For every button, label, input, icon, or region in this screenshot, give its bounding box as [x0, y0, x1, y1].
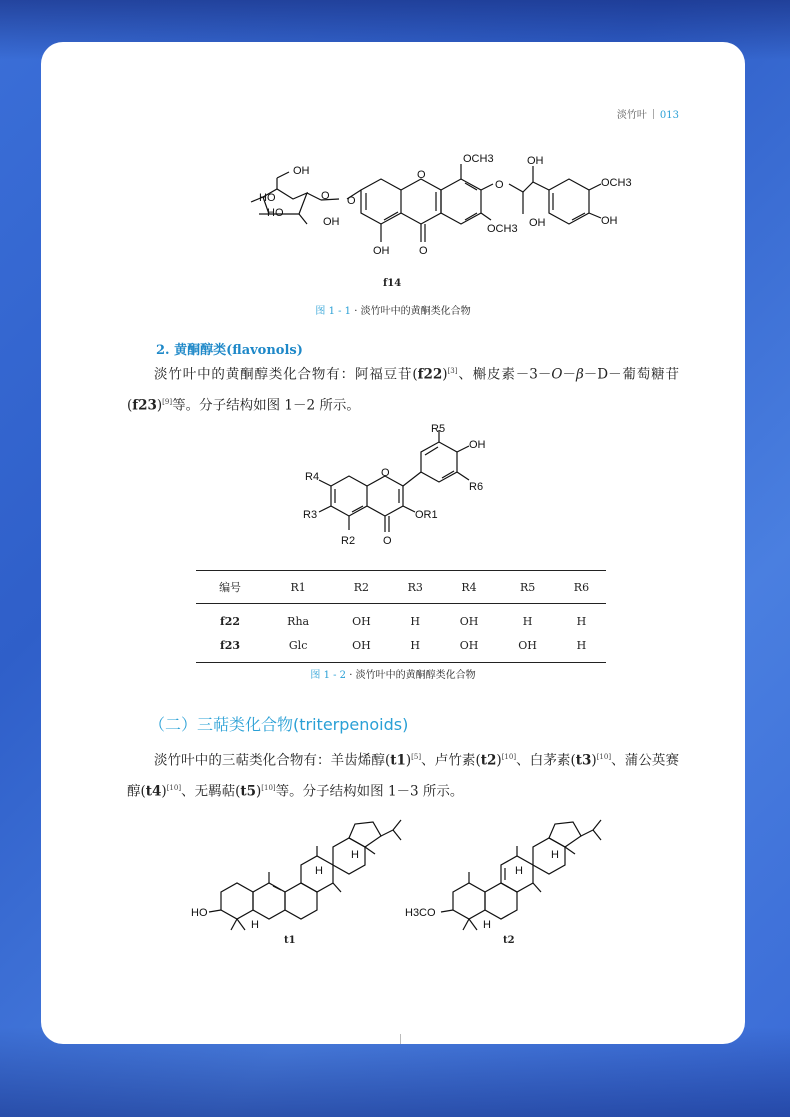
text: ): [405, 752, 412, 769]
caption-text: 淡竹叶中的黄酮类化合物: [360, 306, 471, 317]
figure-caption-1: 图 1 - 1 · 淡竹叶中的黄酮类化合物: [315, 306, 471, 317]
compound-label-t1: t1: [284, 935, 296, 946]
page-number: 013: [659, 110, 679, 121]
citation: [10]: [261, 783, 276, 792]
caption-label: 图 1 - 1: [315, 306, 352, 317]
atom-label: H: [315, 865, 323, 877]
substituent-label: R5: [431, 423, 446, 435]
citation: [10]: [596, 753, 612, 761]
text: 淡竹叶中的三萜类化合物有：羊齿烯醇(: [154, 752, 391, 769]
table-cell: [196, 633, 264, 663]
text: 、白茅素(: [516, 752, 576, 769]
substituent-label: R6: [469, 481, 484, 493]
compound-ref: t4: [145, 783, 162, 799]
table-header: R3: [391, 571, 440, 604]
atom-label: H: [551, 849, 559, 861]
atom-label: H: [483, 919, 491, 931]
structure-flavonol-core: [303, 422, 521, 552]
compound-id: f22: [220, 614, 241, 628]
table-cell: H: [391, 633, 440, 663]
text: 、蒲公英赛醇(: [127, 752, 679, 799]
table-header: R1: [264, 571, 332, 604]
table-row: [196, 633, 606, 663]
substituent-label: R3: [303, 509, 318, 521]
text: O: [551, 366, 563, 383]
atom-label: O: [321, 190, 330, 202]
citation: [9]: [162, 397, 173, 406]
table-cell: H: [522, 614, 533, 628]
citation: [10]: [166, 783, 182, 792]
table-cell: H: [576, 614, 587, 628]
structure-f14: [211, 142, 631, 272]
paragraph-flavonols: [127, 358, 679, 419]
citation: [10]: [501, 753, 517, 761]
atom-label: O: [417, 169, 426, 181]
atom-label: O: [419, 245, 428, 257]
table-row: [196, 604, 606, 634]
text: ): [161, 783, 167, 799]
atom-label: OH: [527, 155, 544, 167]
structure-t2: [403, 818, 618, 948]
table-header: R2: [332, 571, 391, 604]
text: 、槲皮素－3－: [457, 366, 552, 383]
text: 等。分子结构如图 1－2 所示。: [172, 397, 360, 413]
substituent-label: O: [381, 467, 390, 479]
table-cell: OH: [352, 614, 371, 628]
book-page: [41, 42, 745, 1044]
substituent-label: OR1: [415, 509, 438, 521]
table-header: R6: [557, 571, 606, 604]
substituent-label: O: [383, 535, 392, 547]
compound-ref: t3: [575, 752, 592, 769]
atom-label: OCH3: [601, 177, 632, 189]
text: 淡竹叶中的黄酮醇类化合物有：阿福豆苷(: [154, 366, 418, 383]
compound-id: f23: [220, 638, 241, 652]
citation: [3]: [447, 367, 458, 375]
atom-label: HO: [267, 207, 284, 219]
atom-label: H3CO: [405, 907, 436, 919]
atom-label: OH: [293, 165, 310, 177]
table-header: 编号: [196, 571, 264, 604]
compound-ref: t2: [480, 752, 497, 769]
text: 、卢竹素(: [421, 752, 481, 769]
text: 等。分子结构如图 1－3 所示。: [275, 783, 464, 799]
page-gutter-mark: [400, 1034, 401, 1044]
compound-label-t2: t2: [503, 935, 515, 946]
atom-label: HO: [259, 192, 276, 204]
atom-label: OH: [601, 215, 618, 227]
table-cell: [196, 604, 264, 634]
atom-label: OH: [373, 245, 390, 257]
table-cell: OH: [459, 614, 479, 628]
atom-label: O: [495, 179, 504, 191]
table-cell: OH: [440, 633, 499, 663]
table-header-row: [196, 571, 606, 604]
substituent-label: R4: [305, 471, 320, 483]
substituent-table: [196, 570, 606, 663]
text: －D－葡萄糖苷(: [127, 366, 679, 413]
table-header: R5: [498, 571, 557, 604]
text: 、无羁萜(: [181, 783, 241, 799]
table-cell: Rha: [287, 614, 310, 628]
paragraph-triterpenoids: [127, 744, 679, 805]
atom-label: OCH3: [463, 153, 494, 165]
running-head-title: 淡竹叶: [616, 110, 647, 121]
table-cell: H: [410, 614, 420, 628]
atom-label: OH: [323, 216, 340, 228]
citation: [5]: [411, 753, 422, 761]
table-cell: Glc: [264, 633, 332, 663]
atom-label: H: [251, 919, 259, 931]
text: ): [256, 783, 262, 799]
compound-ref: f22: [417, 366, 443, 383]
table-cell: OH: [498, 633, 557, 663]
atom-label: H: [515, 865, 523, 877]
text: ): [591, 752, 597, 769]
compound-ref: t5: [240, 783, 256, 799]
atom-label: HO: [191, 907, 208, 919]
atom-label: OH: [529, 217, 546, 229]
figure-caption-2: 图 1 - 2 · 淡竹叶中的黄酮醇类化合物: [310, 670, 476, 681]
atom-label: O: [347, 195, 356, 207]
text: ): [496, 752, 502, 769]
atom-label: OCH3: [487, 223, 518, 235]
text: ): [442, 366, 448, 383]
caption-text: 淡竹叶中的黄酮醇类化合物: [355, 670, 476, 681]
table-cell: H: [557, 633, 606, 663]
text: －: [562, 366, 576, 383]
text: β: [575, 366, 584, 383]
table-cell: OH: [332, 633, 391, 663]
table-header: R4: [440, 571, 499, 604]
section-heading-triterpenoids: （二）三萜类化合物(triterpenoids): [149, 715, 409, 734]
running-head-divider: [653, 109, 654, 119]
compound-ref: f23: [132, 397, 157, 413]
substituent-label: OH: [469, 439, 486, 451]
substituent-label: R2: [341, 535, 356, 547]
compound-label-f14: f14: [383, 278, 402, 289]
caption-label: 图 1 - 2: [310, 670, 347, 681]
compound-ref: t1: [390, 752, 406, 769]
atom-label: H: [351, 849, 359, 861]
running-head: [617, 106, 679, 121]
section-heading-flavonols: 2. 黄酮醇类(flavonols): [156, 343, 303, 358]
structure-t1: [191, 818, 401, 948]
text: ): [156, 397, 163, 413]
